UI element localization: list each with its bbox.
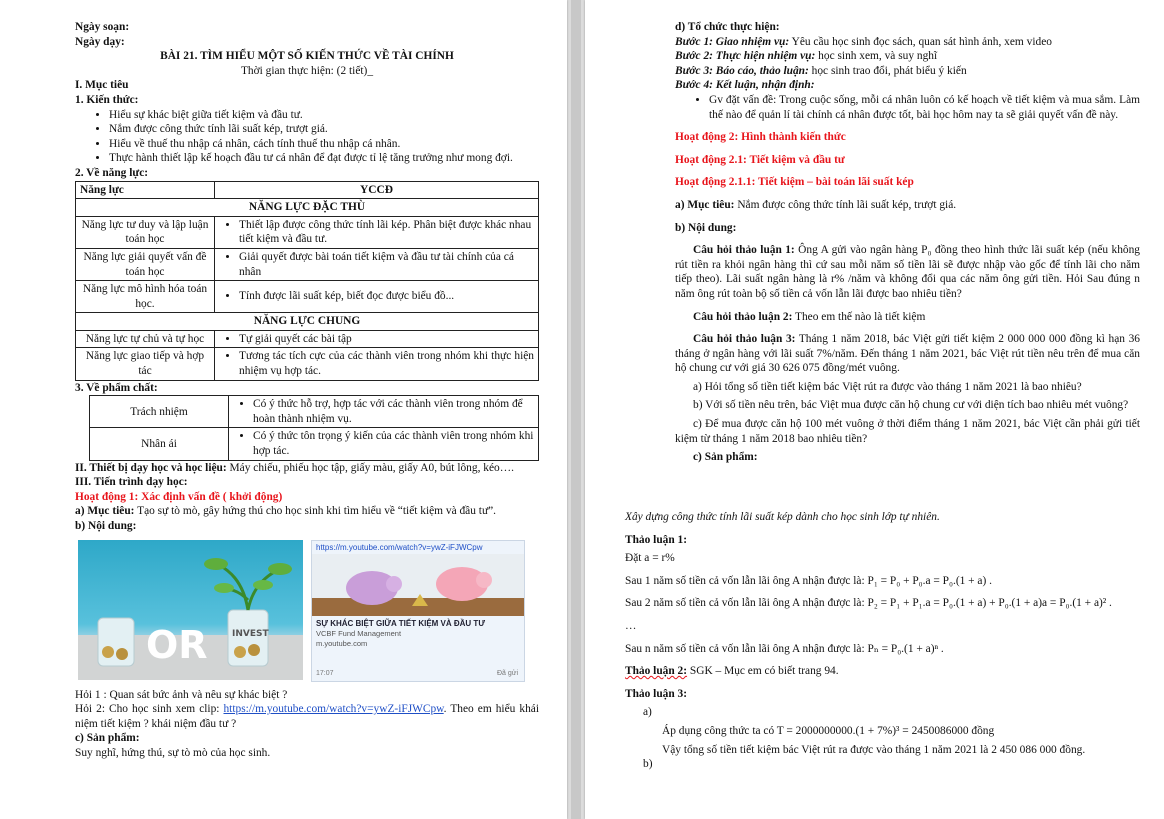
- lesson-duration: Thời gian thực hiện: (2 tiết)_: [240, 64, 374, 77]
- to-chuc-heading: d) Tổ chức thực hiện:: [675, 21, 780, 33]
- buoc-1-text: Yêu cầu học sinh đọc sách, quan sát hình ảnh, xem video: [789, 35, 1052, 48]
- thao-luan-3-heading: Thảo luận 3:: [625, 687, 688, 700]
- san-pham-heading: c) Sản phẩm:: [693, 451, 758, 464]
- kien-thuc-list: [75, 108, 539, 166]
- solution-block: [625, 510, 1145, 772]
- buoc-3: [675, 64, 1140, 79]
- apply-formula: Áp dụng công thức ta có T = 2000000000.(1 + 7%)³ = 2450086000 đồng: [662, 724, 995, 737]
- hoi-1: Hỏi 1 : Quan sát bức ảnh và nêu sự khác biệt ?: [75, 688, 288, 701]
- preview-status: Đã gửi: [496, 669, 518, 677]
- table-header-cell: Năng lực: [76, 181, 215, 199]
- hoi-2-suffix: . Theo em hiểu khái niệm tiết kiệm ? khái niệm đầu tư ?: [75, 703, 539, 730]
- formula-year-2: Sau 2 năm số tiền cả vốn lẫn lãi ông A nhận được là: P₂ = P₁ + P₁.a = P₀.(1 + a) + P₀.(1 + a)a = P₀.(1 + a)² .: [625, 597, 1112, 610]
- question-b: b) Với số tiền nêu trên, bác Việt mua được căn hộ chung cư với diện tích bao nhiêu mét vuông?: [693, 399, 1129, 412]
- cell-bullet: • Tương tác tích cực của các thành viên trong nhóm khi thực hiện nhiệm vụ hợp tác.: [239, 349, 534, 378]
- san-pham-label: c) Sản phẩm:: [75, 732, 140, 745]
- question-c: c) Để mua được căn hộ 100 mét vuông ở thời điểm tháng 1 năm 2021, bác Việt cần phải gửi tiết kiệm từ tháng 1 năm 2018 bao nhiêu tiền?: [675, 418, 1140, 445]
- cau-3-text: Tháng 1 năm 2018, bác Việt gửi tiết kiệm 2 000 000 000 đồng kì hạn 36 tháng ở ngân hàng với lãi suất 7%/năm. Đến tháng 1 năm 2021, bác Việt rút tiền nêu trên để mua căn hộ chung cư với giá 30 626 075 đồng/mét vuông.: [675, 333, 1140, 375]
- preview-site: m.youtube.com: [316, 639, 368, 649]
- cau-hoi-1: [675, 243, 1140, 301]
- hd1-noi-dung: b) Nội dung:: [75, 520, 137, 532]
- cell-bullet: • Giải quyết được bài toán tiết kiệm và đầu tư tài chính của cá nhân: [239, 250, 534, 279]
- list-item: • Hiểu sự khác biệt giữa tiết kiệm và đầu tư.: [109, 108, 539, 123]
- table-cell: Nhân ái: [90, 428, 229, 460]
- list-item: • Thực hành thiết lập kế hoạch đầu tư cá nhân để đạt được tỉ lệ tăng trưởng như mong đợi.: [109, 151, 539, 166]
- youtube-link-preview[interactable]: [311, 540, 525, 682]
- cau-3-label: Câu hỏi thảo luận 3:: [693, 333, 796, 346]
- buoc-2-label: Bước 2: Thực hiện nhiệm vụ:: [675, 50, 816, 63]
- hd1-muc-tieu: [75, 504, 539, 519]
- table-row: [76, 348, 539, 380]
- san-pham-text: Xây dựng công thức tính lãi suất kép dành cho học sinh lớp tự nhiên.: [625, 511, 940, 523]
- table-cell: Năng lực tư duy và lập luận toán học: [76, 216, 215, 248]
- table-cell: [229, 396, 539, 428]
- buoc-3-text: học sinh trao đổi, phát biểu ý kiến: [808, 64, 967, 77]
- savings-or-invest-photo: [78, 540, 303, 680]
- muc-tieu-label: a) Mục tiêu:: [675, 198, 735, 211]
- table-row: [76, 216, 539, 248]
- photo-illustration: [78, 540, 303, 680]
- page-right-content: [675, 20, 1140, 465]
- table-cell: Năng lực giải quyết vấn đề toán học: [76, 248, 215, 280]
- cell-bullet: • Có ý thức tôn trọng ý kiến của các thành viên trong nhóm khi hợp tác.: [253, 429, 534, 458]
- cau-1-label: Câu hỏi thảo luận 1:: [693, 244, 795, 257]
- thao-luan-2-label: Thảo luận 2:: [625, 665, 688, 678]
- image-row: [78, 540, 539, 682]
- table-row: [90, 396, 539, 428]
- preview-channel: VCBF Fund Management: [316, 629, 402, 639]
- section-pham-chat: 3. Về phẩm chất:: [75, 381, 158, 394]
- question-a: a) Hỏi tổng số tiền tiết kiệm bác Việt rút ra được vào tháng 1 năm 2021 là bao nhiêu?: [693, 380, 1082, 393]
- list-item: • Hiểu về thuế thu nhập cá nhân, cách tính thuế thu nhập cá nhân.: [109, 137, 539, 152]
- muc-tieu: [675, 198, 1140, 213]
- ngay-day: Ngày dạy:: [75, 35, 125, 48]
- table-cell: [215, 348, 539, 380]
- cau-hoi-2: [675, 310, 1140, 325]
- table-cell: Năng lực tự chủ và tự học: [76, 330, 215, 348]
- thao-luan-2: [625, 664, 1145, 679]
- pham-chat-table: [89, 395, 539, 460]
- cau-2-text: Theo em thế nào là tiết kiệm: [792, 310, 926, 323]
- lesson-title: BÀI 21. TÌM HIỂU MỘT SỐ KIẾN THỨC VỀ TÀI CHÍNH: [160, 50, 454, 63]
- muc-tieu-text: Tạo sự tò mò, gây hứng thú cho học sinh khi tìm hiểu về “tiết kiệm và đầu tư”.: [134, 505, 497, 518]
- answer-a-label: a): [643, 706, 652, 719]
- nang-luc-table: [75, 181, 539, 381]
- table-cell: Năng lực mô hình hóa toán học.: [76, 281, 215, 313]
- cau-hoi-3: [675, 332, 1140, 376]
- table-row: [76, 248, 539, 280]
- document-page-left: [0, 0, 567, 819]
- noi-dung: b) Nội dung:: [675, 221, 737, 234]
- buoc-2-text: học sinh xem, và suy nghĩ: [815, 50, 938, 63]
- buoc-4-list: [675, 93, 1140, 122]
- conclusion: Vậy tổng số tiền tiết kiệm bác Việt rút ra được vào tháng 1 năm 2021 là 2 450 086 000 đồng.: [662, 743, 1086, 756]
- cell-bullet: • Thiết lập được công thức tính lãi kép. Phân biệt được khác nhau tiết kiệm và đầu tư.: [239, 218, 534, 247]
- table-header-cell: YCCĐ: [215, 181, 539, 199]
- answer-b-label: b): [643, 758, 653, 771]
- table-cell: Năng lực giao tiếp và hợp tác: [76, 348, 215, 380]
- section-muc-tieu: I. Mục tiêu: [75, 79, 129, 92]
- cell-bullet: • Có ý thức hỗ trợ, hợp tác với các thành viên trong nhóm để hoàn thành nhiệm vụ.: [253, 397, 534, 426]
- table-row: [76, 281, 539, 313]
- table-section-row: NĂNG LỰC CHUNG: [76, 313, 539, 331]
- list-item: • Gv đặt vấn đề: Trong cuộc sống, mỗi cá nhân luôn có kế hoạch về tiết kiệm và mua sắm. Làm thế nào để quản lí tài chính cá nhân được tốt, bài học hôm nay ta sẽ giải quyết vấn đề này.: [709, 93, 1140, 122]
- section-kien-thuc: 1. Kiến thức:: [75, 93, 139, 106]
- thao-luan-2-text: SGK – Mục em có biết trang 94.: [687, 665, 839, 678]
- table-cell: [215, 281, 539, 313]
- list-item: • Nắm được công thức tính lãi suất kép, trượt giá.: [109, 122, 539, 137]
- table-cell: [215, 216, 539, 248]
- formula-year-1: Sau 1 năm số tiền cả vốn lẫn lãi ông A nhận được là: P₁ = P₀ + P₀.a = P₀.(1 + a) .: [625, 574, 992, 587]
- table-cell: [229, 428, 539, 460]
- muc-tieu-label: a) Mục tiêu:: [75, 505, 135, 518]
- thiet-bi-text: Máy chiếu, phiếu học tập, giấy màu, giấy A0, bút lông, kéo….: [226, 461, 514, 474]
- page-left-content: [75, 20, 539, 761]
- formula-dots: …: [625, 619, 637, 632]
- formula-year-n: Sau n năm số tiền cả vốn lẫn lãi ông A nhận được là: Pₙ = P₀.(1 + a)ⁿ .: [625, 642, 944, 655]
- hoi-2-prefix: Hỏi 2: Cho học sinh xem clip:: [75, 703, 224, 716]
- thao-luan-1-heading: Thảo luận 1:: [625, 533, 688, 546]
- preview-time: 17:07: [316, 669, 334, 677]
- thiet-bi-label: II. Thiết bị dạy học và học liệu:: [75, 461, 227, 474]
- clip-link[interactable]: https://m.youtube.com/watch?v=ywZ-iFJWCpw: [223, 703, 444, 716]
- hoi-2: [75, 702, 539, 731]
- san-pham-text: Suy nghĩ, hứng thú, sự tò mò của học sinh.: [75, 746, 271, 759]
- table-cell: [215, 330, 539, 348]
- hoat-dong-1-heading: Hoạt động 1: Xác định vấn đề ( khởi động): [75, 490, 283, 503]
- section-nang-luc: 2. Về năng lực:: [75, 166, 149, 179]
- cell-bullet: • Tính được lãi suất kép, biết đọc được biểu đồ...: [239, 289, 534, 304]
- buoc-1-label: Bước 1: Giao nhiệm vụ:: [675, 35, 790, 48]
- table-cell: Trách nhiệm: [90, 396, 229, 428]
- table-row: [76, 330, 539, 348]
- hoat-dong-2-heading: Hoạt động 2: Hình thành kiến thức: [675, 131, 846, 144]
- buoc-3-label: Bước 3: Báo cáo, thảo luận:: [675, 64, 809, 77]
- table-section-row: NĂNG LỰC ĐẶC THÙ: [76, 199, 539, 217]
- hoat-dong-2-1-1-heading: Hoạt động 2.1.1: Tiết kiệm – bài toán lãi suất kép: [675, 176, 914, 189]
- cau-2-label: Câu hỏi thảo luận 2:: [693, 310, 793, 323]
- jar-label: INVEST: [232, 628, 269, 639]
- document-page-right: [585, 0, 1164, 819]
- piggy-bank-thumbnail: [312, 554, 524, 616]
- cell-bullet: • Tự giải quyết các bài tập: [239, 332, 534, 347]
- buoc-4-label: Bước 4: Kết luận, nhận định:: [675, 79, 815, 92]
- muc-tieu-text: Nắm được công thức tính lãi suất kép, trượt giá.: [734, 198, 957, 211]
- section-tien-trinh: III. Tiến trình dạy học:: [75, 476, 188, 489]
- preview-title: SỰ KHÁC BIỆT GIỮA TIẾT KIỆM VÀ ĐẦU TƯ: [316, 619, 485, 629]
- table-cell: [215, 248, 539, 280]
- hoat-dong-2-1-heading: Hoạt động 2.1: Tiết kiệm và đầu tư: [675, 153, 845, 166]
- buoc-2: [675, 49, 1140, 64]
- photo-or-text: OR: [146, 622, 208, 667]
- ngay-soan: Ngày soạn:: [75, 21, 130, 33]
- thiet-bi-paragraph: [75, 461, 539, 476]
- preview-url: https://m.youtube.com/watch?v=ywZ-iFJWCpw: [316, 542, 483, 552]
- dat-formula: Đặt a = r%: [625, 552, 675, 565]
- table-row: [90, 428, 539, 460]
- cau-1-text: Ông A gửi vào ngân hàng P₀ đồng theo hình thức lãi suất kép (nếu không rút tiền ra khỏi ngân hàng thì cứ sau mỗi năm số tiền lãi sẽ được nhập vào gốc để tính lãi cho năm tiếp theo). Lãi suất ngân hàng là r% /năm và không đổi qua các năm ông gửi tiền. Hỏi Sau đúng n năm ông rút toàn bộ số tiền cả vốn lẫn lãi được bao nhiêu tiền?: [675, 244, 1140, 300]
- buoc-1: [675, 35, 1140, 50]
- page-gap: [571, 0, 581, 819]
